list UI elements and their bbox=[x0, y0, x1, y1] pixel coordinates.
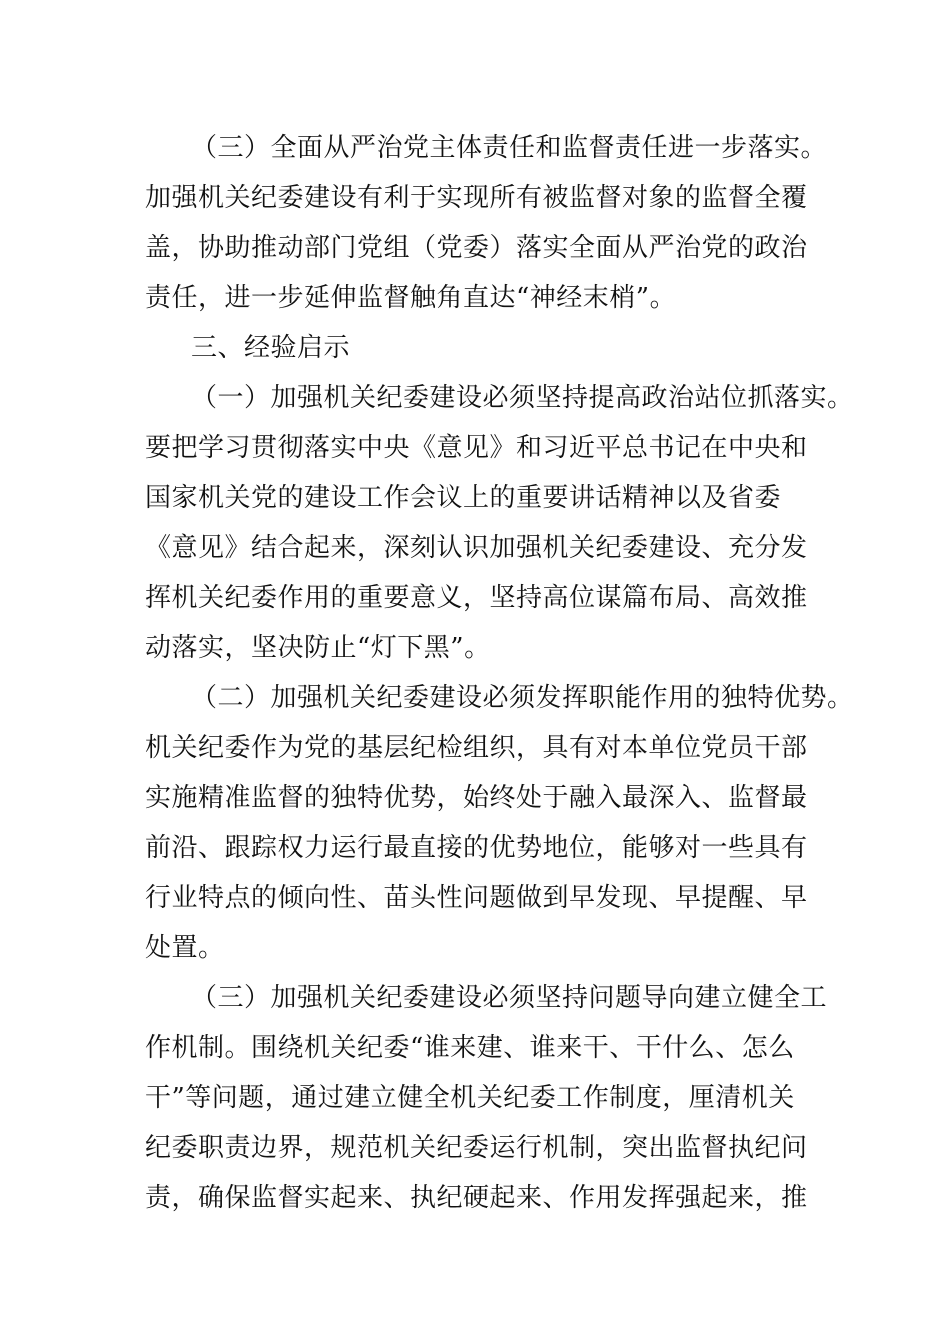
text-line: 实施精准监督的独特优势，始终处于融入最深入、监督最 bbox=[145, 783, 808, 813]
text-line: 责，确保监督实起来、执纪硬起来、作用发挥强起来，推 bbox=[145, 1183, 808, 1213]
text-line: 国家机关党的建设工作会议上的重要讲话精神以及省委 bbox=[145, 483, 782, 513]
text-line: 动落实，坚决防止“灯下黑”。 bbox=[145, 633, 491, 663]
text-line: 干”等问题，通过建立健全机关纪委工作制度，厘清机关 bbox=[145, 1083, 795, 1113]
section-heading: 三、经验启示 bbox=[191, 333, 351, 363]
text-line: 《意见》结合起来，深刻认识加强机关纪委建设、充分发 bbox=[145, 533, 808, 563]
text-line: 行业特点的倾向性、苗头性问题做到早发现、早提醒、早 bbox=[145, 883, 808, 913]
text-line: 挥机关纪委作用的重要意义，坚持高位谋篇布局、高效推 bbox=[145, 583, 808, 613]
text-line: 处置。 bbox=[145, 933, 225, 963]
text-line: 机关纪委作为党的基层纪检组织，具有对本单位党员干部 bbox=[145, 733, 808, 763]
text-line: 盖，协助推动部门党组（党委）落实全面从严治党的政治 bbox=[145, 233, 808, 263]
text-line: （三）全面从严治党主体责任和监督责任进一步落实。 bbox=[191, 133, 828, 163]
text-line: 加强机关纪委建设有利于实现所有被监督对象的监督全覆 bbox=[145, 183, 808, 213]
text-line: 纪委职责边界，规范机关纪委运行机制，突出监督执纪问 bbox=[145, 1133, 808, 1163]
text-line: 要把学习贯彻落实中央《意见》和习近平总书记在中央和 bbox=[145, 433, 808, 463]
text-line: （三）加强机关纪委建设必须坚持问题导向建立健全工 bbox=[191, 983, 828, 1013]
text-line: 前沿、跟踪权力运行最直接的优势地位，能够对一些具有 bbox=[145, 833, 808, 863]
text-line: 作机制。围绕机关纪委“谁来建、谁来干、干什么、怎么 bbox=[145, 1033, 795, 1063]
text-line: （二）加强机关纪委建设必须发挥职能作用的独特优势。 bbox=[191, 683, 854, 713]
text-line: （一）加强机关纪委建设必须坚持提高政治站位抓落实。 bbox=[191, 383, 854, 413]
text-line: 责任，进一步延伸监督触角直达“神经末梢”。 bbox=[145, 283, 677, 313]
